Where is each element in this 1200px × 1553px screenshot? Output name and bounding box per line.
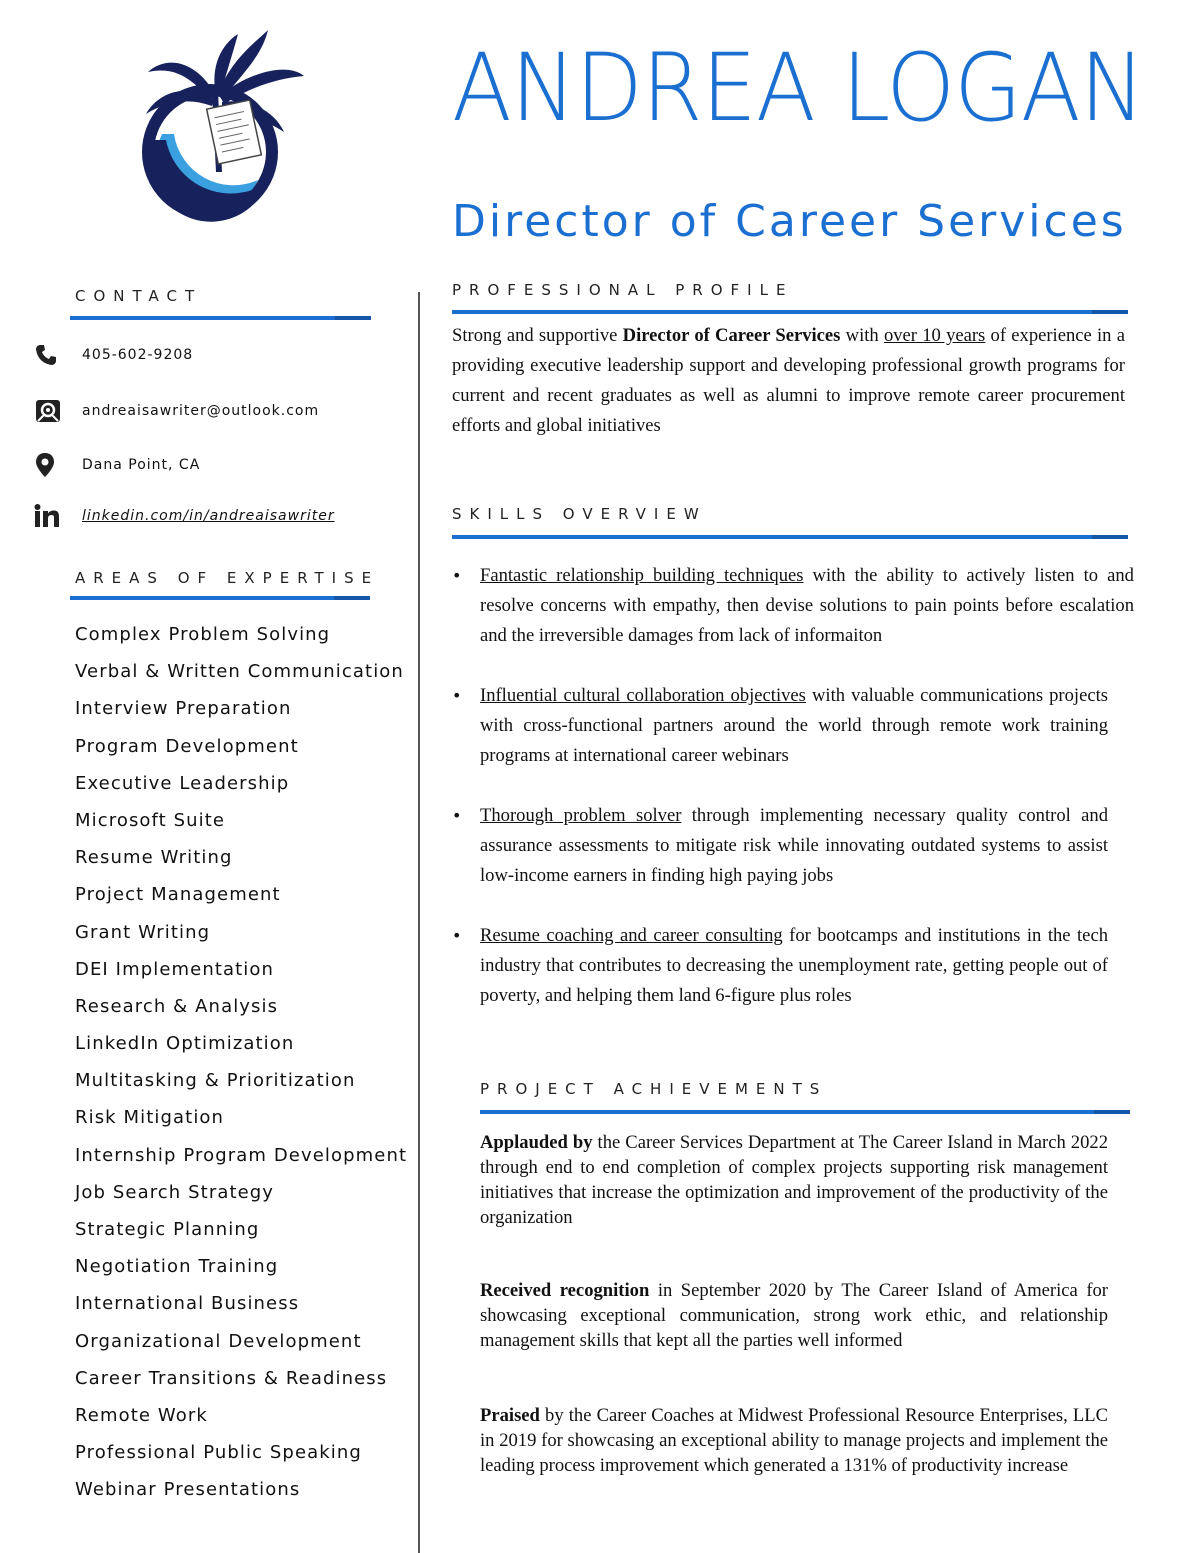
bullet-icon: •: [452, 566, 462, 585]
expertise-item: LinkedIn Optimization: [75, 1033, 295, 1055]
skill-text: [480, 921, 1108, 1011]
skill-item: [452, 801, 1108, 891]
linkedin-url[interactable]: linkedin.com/in/andreaisawriter: [82, 508, 335, 524]
bullet-icon: •: [452, 806, 462, 825]
contact-email: [34, 397, 319, 425]
expertise-item: Research & Analysis: [75, 995, 279, 1017]
linkedin-icon: [34, 502, 64, 530]
achievement-lead: Praised: [480, 1405, 540, 1426]
profile-text: Strong and supportive: [452, 325, 623, 346]
achievements-heading: PROJECT ACHIEVEMENTS: [480, 1080, 828, 1098]
contact-linkedin: [34, 502, 335, 530]
contact-location: [34, 451, 200, 479]
expertise-item: Program Development: [75, 735, 299, 757]
expertise-item: Grant Writing: [75, 921, 211, 943]
expertise-item: Professional Public Speaking: [75, 1442, 362, 1464]
expertise-item: International Business: [75, 1293, 300, 1315]
expertise-item: Multitasking & Prioritization: [75, 1070, 356, 1092]
skill-lead: Influential cultural collaboration objectives: [480, 685, 806, 706]
job-title: Director of Career Services: [452, 196, 1127, 247]
profile-text: with: [840, 325, 884, 346]
skill-lead: Thorough problem solver: [480, 805, 682, 826]
contact-heading: CONTACT: [75, 287, 203, 305]
bullet-icon: •: [452, 686, 462, 705]
expertise-item: Strategic Planning: [75, 1219, 260, 1240]
achievement-item: [480, 1278, 1108, 1353]
candidate-name: ANDREA LOGAN: [452, 34, 1145, 143]
skill-text: [480, 561, 1134, 651]
achievements-heading-rule: [480, 1110, 1130, 1114]
skill-item: [452, 681, 1108, 771]
skill-detail: for bootcamps and institutions in the tech industry that contributes to decreasing the unemployment rate, getting people out of poverty, and helping them land 6-figure plus roles: [480, 925, 1108, 1006]
expertise-item: Negotiation Training: [75, 1256, 279, 1278]
phone-number: 405-602-9208: [82, 347, 194, 363]
skill-detail: with valuable communications projects with cross-functional partners around the world through remote work training programs at international career webinars: [480, 685, 1108, 766]
profile-summary: [452, 321, 1125, 441]
achievement-item: [480, 1130, 1108, 1230]
skill-text: [480, 681, 1108, 771]
expertise-item: Career Transitions & Readiness: [75, 1367, 388, 1389]
expertise-item: Internship Program Development: [75, 1144, 408, 1166]
expertise-item: Microsoft Suite: [75, 809, 226, 831]
skill-detail: through implementing necessary quality control and assurance assessments to mitigate risk while innovating outdated systems to assist low-income earners in finding high paying jobs: [480, 805, 1108, 886]
profile-role: Director of Career Services: [622, 325, 841, 346]
phone-icon: [34, 341, 64, 369]
achievement-lead: Applauded by: [480, 1132, 593, 1153]
achievement-detail: the Career Services Department at The Career Island in March 2022 through end to end completion of complex projects supporting risk management initiatives that increase the optimization and improvement of the productivity of the organization: [480, 1132, 1108, 1228]
location: Dana Point, CA: [82, 457, 201, 473]
expertise-heading: AREAS OF EXPERTISE: [75, 569, 380, 587]
contact-phone: [34, 341, 193, 369]
skills-heading: SKILLS OVERVIEW: [452, 505, 707, 523]
expertise-list: [75, 620, 407, 1513]
column-divider: [418, 292, 420, 1553]
skill-item: [452, 921, 1108, 1011]
expertise-item: DEI Implementation: [75, 958, 274, 980]
expertise-item: Executive Leadership: [75, 772, 290, 794]
expertise-item: Organizational Development: [75, 1330, 362, 1352]
achievement-detail: by the Career Coaches at Midwest Professional Resource Enterprises, LLC in 2019 for showcasing an exceptional ability to manage projects and implement the leading process improvement which generated a 131% of productivity increase: [480, 1405, 1108, 1476]
expertise-item: Job Search Strategy: [75, 1181, 275, 1203]
expertise-item: Verbal & Written Communication: [75, 661, 404, 683]
expertise-item: Risk Mitigation: [75, 1107, 225, 1129]
achievement-detail: in September 2020 by The Career Island of America for showcasing exceptional communication, strong work ethic, and relationship management skills that kept all the parties well informed: [480, 1280, 1108, 1351]
skill-lead: Fantastic relationship building techniques: [480, 565, 804, 586]
skill-detail: with the ability to actively listen to and resolve concerns with empathy, then devise solutions to pain points before escalation and the irreversible damages from lack of informaiton: [480, 565, 1134, 646]
skills-heading-rule: [452, 535, 1128, 539]
achievement-item: [480, 1403, 1108, 1478]
achievement-lead: Received recognition: [480, 1280, 650, 1301]
contact-heading-rule: [70, 316, 371, 320]
email-address[interactable]: andreaisawriter@outlook.com: [82, 403, 320, 419]
skill-item: [452, 561, 1134, 651]
expertise-item: Complex Problem Solving: [75, 624, 331, 645]
expertise-item: Remote Work: [75, 1404, 208, 1426]
email-icon: [34, 397, 64, 425]
skill-lead: Resume coaching and career consulting: [480, 925, 783, 946]
palm-tree-resume-logo: [118, 22, 308, 244]
expertise-heading-rule: [70, 596, 370, 600]
profile-text: of experience in a providing executive leadership support and developing professional growth programs for current and recent graduates as well as alumni to improve remote career procurement efforts and global initiatives: [452, 325, 1125, 436]
expertise-item: Resume Writing: [75, 847, 233, 869]
expertise-item: Interview Preparation: [75, 698, 292, 720]
profile-heading: PROFESSIONAL PROFILE: [452, 281, 794, 299]
expertise-item: Project Management: [75, 884, 281, 906]
skill-text: [480, 801, 1108, 891]
expertise-item: Webinar Presentations: [75, 1479, 301, 1501]
profile-experience: over 10 years: [883, 325, 986, 346]
profile-heading-rule: [452, 310, 1128, 314]
map-pin-icon: [34, 451, 64, 479]
bullet-icon: •: [452, 926, 462, 945]
